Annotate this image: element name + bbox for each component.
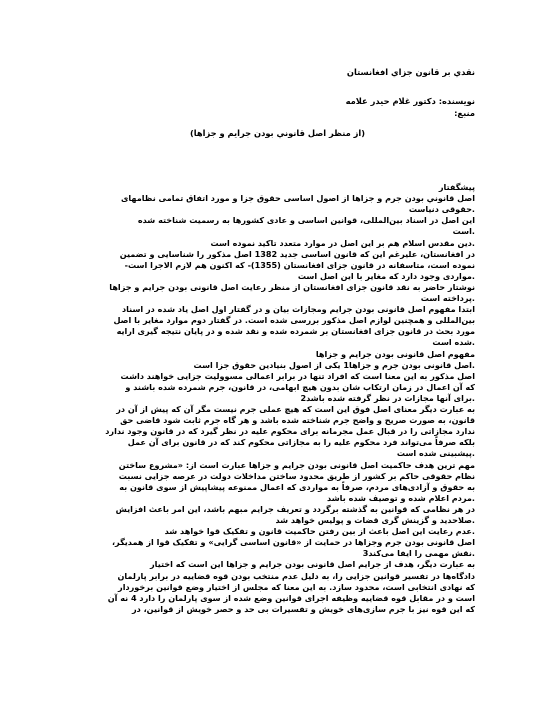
text-line: .مردم اعلام شده و توصیف شده باشد (327, 492, 475, 503)
text-line: پیشگفتار (438, 182, 475, 192)
text-line: .مواردی وجود دارد که مغایر با این اصل است (297, 270, 475, 281)
text-line: این اصل در اسناد بین‌المللی، قوانین اساسی و عادی کشورها به رسمیت شناخته شده (137, 215, 475, 226)
text-line: مهم ترین هدف حاکمیت اصل قانونی بودن جرایم و جزاها عبارت است از: «مشروع ساختن (118, 459, 475, 470)
document-title: نقدي بر قانون جزاي افغانستان (346, 67, 475, 77)
text-line: مفهوم اصل قانونی بودن جرایم و جزاها (315, 348, 475, 359)
text-line: بلکه صرفاً می‌تواند فرد محکوم علیه را به مجازاتی محکوم کند که در قانون برای آن عمل (127, 437, 475, 448)
text-line: دادگاه‌ها در تفسیر قوانین جزایی را، به دلیل عدم منتخب بودن قوه قضاییه در برابر پارلمان (117, 570, 475, 581)
text-line: است و در مقابل قوه قضاییه وظیفه اجرای قوانین وضع شده از سوی پارلمان را دارد 4 نه آن (107, 592, 475, 603)
text-line: در افغانستان، علیرغم این که قانون اساسی جدید 1382 اصل مذکور را شناسایی و تضمین (119, 248, 475, 259)
text-line: .پرداخته است (420, 293, 475, 303)
text-line: به حقوق و آزادی‌های مردم، صرفاً به مواردی که اعمال ممنوعه پیشاپیش از سوی قانون به (119, 481, 475, 492)
text-line: .اصل قانونی بودن جرم و جزاها1 یکی از اصول بنیادین حقوق جزا است (193, 359, 475, 370)
source-line: منبع: (454, 108, 475, 118)
text-line: ندارد مجازاتی را در قبال عمل مجرمانه برای محکوم علیه در نظر گیرد که در قانون وجود ندارد (105, 426, 475, 437)
author-line: نویسنده: دکتور غلام حیدر علامه (345, 96, 475, 106)
text-line: نظام حقوقی حاکم بر کشور از طریق محدود ساختن مداخلات دولت در عرصه جزایی نسبت (118, 470, 475, 481)
text-line: اصل قانوني بودن جرم و جزاها از اصول اساسی حقوق جزا و مورد اتفاق تمامی نظامهای (120, 193, 475, 204)
text-line: .برای آنها مجازات در نظر گرفته شده باشد2 (300, 392, 475, 403)
text-line: .حقوقی دنیاست (408, 204, 475, 215)
text-line: در هر نظامی که قوانین به گذشته برگردد و تعریف جرایم مبهم باشد، این امر باعث افزایش (115, 503, 475, 514)
text-line: قانون، به صورت صریح و واضح جرم شناخته شده باشد و هر گاه جرم ثابت شود قاضی حق (120, 415, 475, 426)
text-line: که نهادی انتخابی است، محدود سازد. به این معنا که مجلس از اختیار وضع قوانین برخوردار (118, 581, 475, 592)
text-line: .صلاحدید و گزینش گری قضات و پولیس خواهد شد (275, 515, 475, 525)
text-line: .نقش مهمی را ایفا می‌کند3 (362, 548, 475, 559)
text-line: .عدم رعایت این اصل باعث از بین رفتن حاکمیت قانون و تفکیک قوا خواهد شد (164, 526, 475, 537)
document-subtitle: (از منظر اصل قانوني بودن جرايم و جزاها) (189, 128, 366, 138)
text-line: .است (452, 226, 475, 237)
text-line: بین‌المللی و همچنین لوازم اصل مذکور بررسی شده است. در گفتار دوم موارد مغایر با اصل (113, 315, 475, 326)
text-line: که آن اعمال در زمان ارتکاب شان بدون هیچ ابهامی، در قانون، جرم شمرده شده باشند و (125, 381, 475, 392)
text-line: اصل قانونی بودن جرم وجزاها در حمایت از «قانون اساسی گرایی» و تفکیک قوا از همدیگر، (111, 537, 475, 548)
text-line: .شده است (432, 337, 475, 348)
text-line: .دین مقدس اسلام هم بر این اصل در موارد متعدد تاکید نموده است (210, 237, 475, 248)
text-line: .پیشبینی شده است (396, 448, 475, 459)
text-line: که این قوه نیز با جرم سازی‌های خویش و تفسیرات بی حد و حصر خویش از قوانین، در (131, 603, 475, 614)
text-line: به عبارت دیگر معنای اصل فوق این است که هیچ عملی جرم نیست مگر آن که پیش از آن در (116, 404, 475, 414)
text-line: به عبارت دیگر، هدف از جرایم اصل قانونی بودن جرایم و جزاها این است که اختیار (150, 559, 475, 570)
text-line: ابتدا مفهوم اصل قانونی بودن جرایم ومجازات بیان و در گفتار اول اصل یاد شده در اسناد (121, 304, 475, 315)
text-line: مورد بحث در قانون جزای افغانستان بر شمرده شده و نقد شده و در پایان نتیجه گیری ارایه (116, 326, 475, 337)
text-line: نموده است، متاسفانه در قانون جزای افغانستان (1355)- که اکنون هم لازم الاجرا است- (124, 259, 475, 270)
text-line: اصل مذکور به این معنا است که افراد تنها در برابر اعمالی مسوولیت جزایی خواهند داشت (120, 370, 475, 381)
text-line: نوشتار حاضر به نقد قانون جزای افغانستان از منظر رعایت اصل قانونی بودن جرایم و جزاها (109, 281, 475, 292)
